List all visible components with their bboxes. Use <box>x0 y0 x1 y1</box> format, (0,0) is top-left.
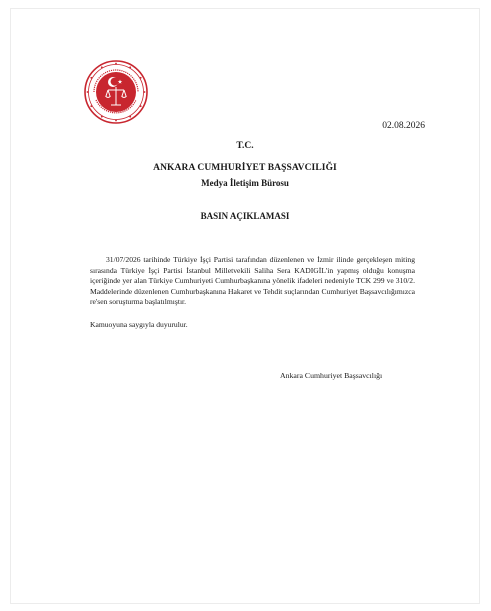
signature-line: Ankara Cumhuriyet Başsavcılığı <box>280 371 383 380</box>
office-title: ANKARA CUMHURİYET BAŞSAVCILIĞI <box>153 163 337 173</box>
state-abbreviation: T.C. <box>236 141 254 151</box>
document-date: 02.08.2026 <box>382 121 425 131</box>
seal-icon <box>84 60 148 124</box>
document-type-heading: BASIN AÇIKLAMASI <box>200 211 290 221</box>
closing-line: Kamuoyuna saygıyla duyurulur. <box>90 320 188 329</box>
body-paragraph: 31/07/2026 tarihinde Türkiye İşçi Partisi tarafından düzenlenen ve İzmir ilinde gerçekleşen miting sırasında Türkiye İşçi Partisi İstanbul Milletvekili Saliha Sera KADIGİL'in yapmış olduğu konuşma içeriğinde yer alan Türkiye Cumhuriyeti Cumhurbaşkanına yönelik ifadeleri nedeniyle TCK 299 ve 310/2. Maddelerinde düzenlenen Cumhurbaşkanına Hakaret ve Tehdit suçlarından Cumhuriyet Başsavcılığımızca re'sen soruşturma başlatılmıştır. <box>90 255 415 306</box>
unit-title: Medya İletişim Bürosu <box>201 178 289 188</box>
